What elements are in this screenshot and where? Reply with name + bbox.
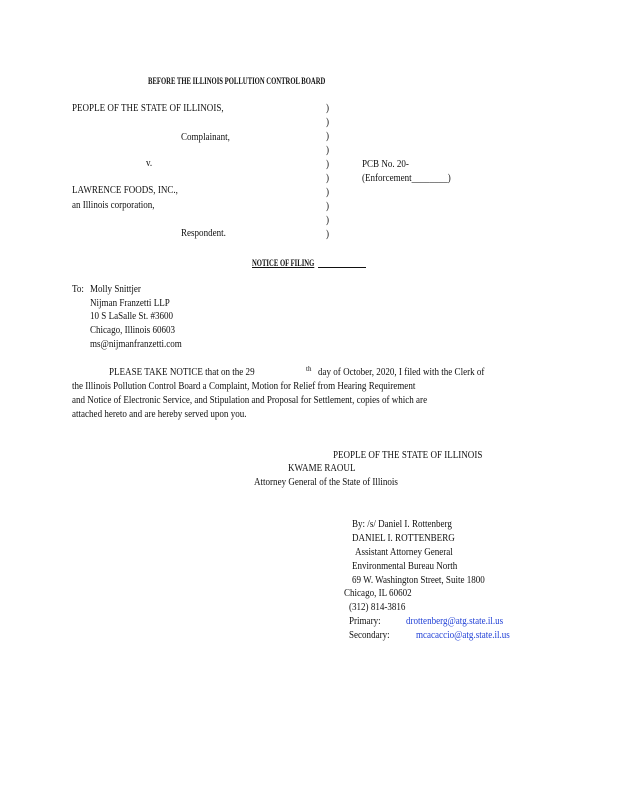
addressee-city: Chicago, Illinois 60603 xyxy=(90,325,176,336)
caption-paren: ) xyxy=(326,201,330,212)
caption-paren: ) xyxy=(326,173,330,184)
body-line-3: and Notice of Electronic Service, and Stipulation and Proposal for Settlement, copies of which are xyxy=(72,395,428,406)
notice-title-underline xyxy=(318,267,366,268)
caption-paren: ) xyxy=(326,131,330,142)
body-line-2: the Illinois Pollution Control Board a Complaint, Motion for Relief from Hearing Requirement xyxy=(72,381,416,392)
body-superscript: th xyxy=(306,365,312,373)
signer-name: DANIEL I. ROTTENBERG xyxy=(352,533,455,544)
caption-paren: ) xyxy=(326,229,330,240)
signer-phone: (312) 814-3816 xyxy=(349,602,406,613)
caption-respondent-role: Respondent. xyxy=(181,228,226,239)
caption-paren: ) xyxy=(326,145,330,156)
caption-complainant-role: Complainant, xyxy=(181,132,230,143)
addressee-street: 10 S LaSalle St. #3600 xyxy=(90,311,174,322)
board-heading: BEFORE THE ILLINOIS POLLUTION CONTROL BOARD xyxy=(148,76,326,86)
addressee-email: ms@nijmanfranzetti.com xyxy=(90,339,182,350)
notice-title: NOTICE OF FILING xyxy=(252,258,315,268)
body-line-1a: PLEASE TAKE NOTICE that on the 29 xyxy=(109,367,255,378)
signer-primary-label: Primary: xyxy=(349,616,381,627)
caption-paren: ) xyxy=(326,159,330,170)
addressee-to: To: xyxy=(72,284,84,295)
addressee-name: Molly Snittjer xyxy=(90,284,141,295)
signer-by-line: By: /s/ Daniel I. Rottenberg xyxy=(352,519,452,530)
signer-bureau: Environmental Bureau North xyxy=(352,561,458,572)
signature-ag-name: KWAME RAOUL xyxy=(288,463,356,474)
caption-paren: ) xyxy=(326,117,330,128)
caption-paren: ) xyxy=(326,187,330,198)
signature-people: PEOPLE OF THE STATE OF ILLINOIS xyxy=(333,450,483,461)
case-number: PCB No. 20- xyxy=(362,159,409,170)
body-line-1b: day of October, 2020, I filed with the Clerk of xyxy=(318,367,485,378)
signer-primary-email[interactable]: drottenberg@atg.state.il.us xyxy=(406,616,504,627)
body-line-4: attached hereto and are hereby served upon you. xyxy=(72,409,247,420)
signer-city: Chicago, IL 60602 xyxy=(344,588,412,599)
case-type: (Enforcement________) xyxy=(362,173,451,184)
caption-paren: ) xyxy=(326,215,330,226)
caption-plaintiff: PEOPLE OF THE STATE OF ILLINOIS, xyxy=(72,103,224,114)
caption-defendant: LAWRENCE FOODS, INC., xyxy=(72,185,178,196)
signature-ag-title: Attorney General of the State of Illinois xyxy=(254,477,398,488)
addressee-firm: Nijman Franzetti LLP xyxy=(90,298,170,309)
caption-versus: v. xyxy=(146,158,153,169)
caption-paren: ) xyxy=(326,103,330,114)
signer-title: Assistant Attorney General xyxy=(355,547,453,558)
signer-secondary-email[interactable]: mcacaccio@atg.state.il.us xyxy=(416,630,510,641)
caption-defendant-desc: an Illinois corporation, xyxy=(72,200,155,211)
signer-secondary-label: Secondary: xyxy=(349,630,390,641)
signer-street: 69 W. Washington Street, Suite 1800 xyxy=(352,575,485,586)
